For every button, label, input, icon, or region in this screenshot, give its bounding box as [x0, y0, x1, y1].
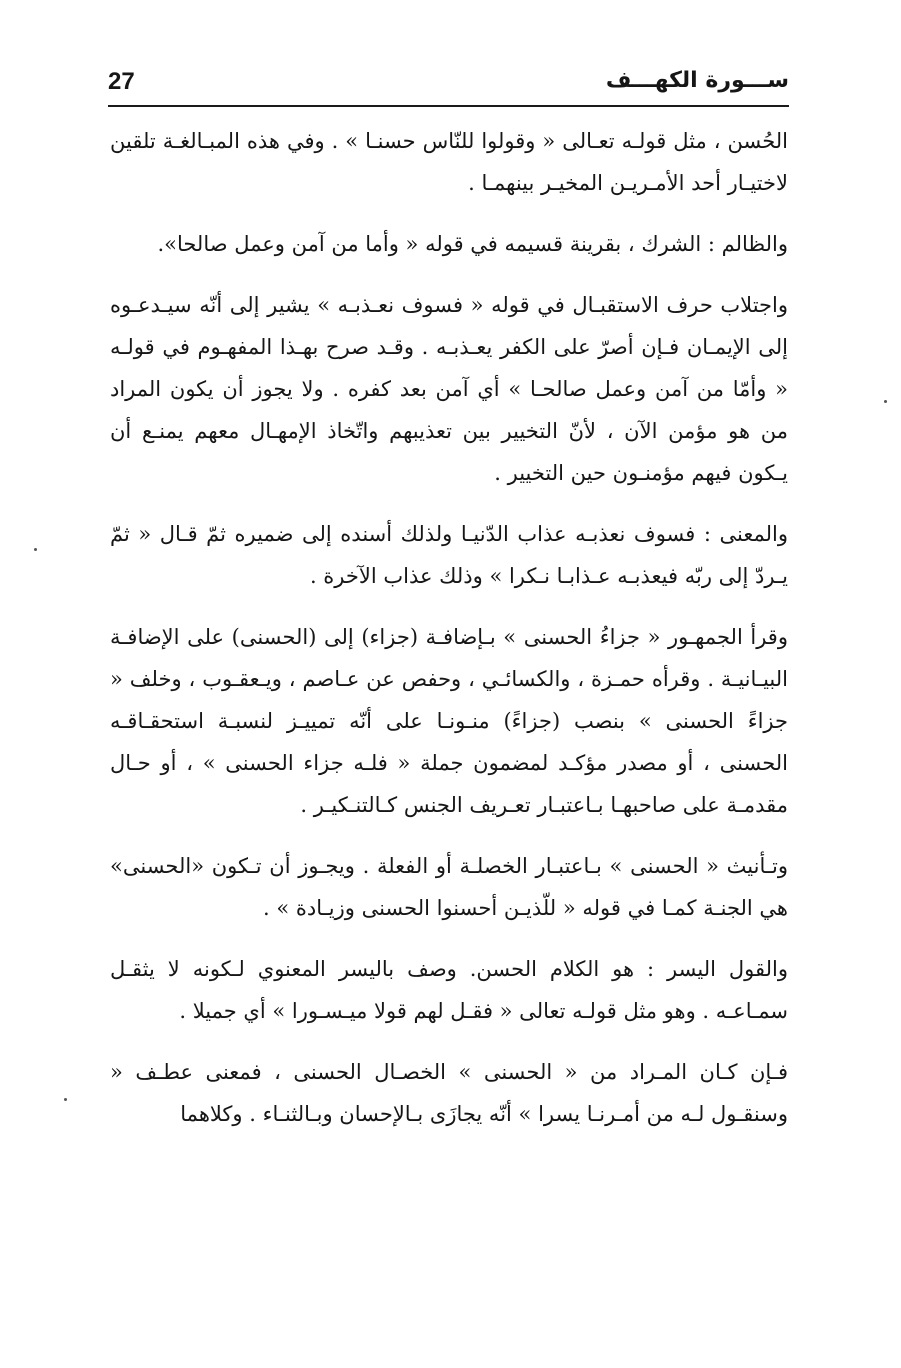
scan-speck: [34, 548, 37, 551]
body-text: [110, 120, 788, 1154]
paragraph-6: وتـأنيث « الحسنى » بـاعتبـار الخصلـة أو الفعلة . ويجـوز أن تـكون «الحسنى» هي الجنـة كمـا في قوله « للّذيـن أحسنوا الحسنى وزيـادة » .: [110, 854, 788, 920]
paragraph-3: واجتلاب حرف الاستقبـال في قوله « فسوف نعـذبـه » يشير إلى أنّه سيـدعـوه إلى الإيمـان فـإن أصرّ على الكفر يعـذبـه . وقـد صرح بهـذا المفهـوم في قولـه « وأمّا من آمن وعمل صالحـا » أي آمن بعد كفره . ولا يجوز أن يكون المراد من هو مؤمن الآن ، لأنّ التخيير بين تعذيبهم واتّخاذ الإمهـال معهم يمنـع أن يـكون فيهم مؤمنـون حين التخيير .: [110, 293, 788, 485]
paragraph-2: والظالم : الشرك ، بقرينة قسيمه في قوله « وأما من آمن وعمل صالحا».: [157, 232, 788, 256]
scan-speck: [64, 1098, 67, 1101]
paragraph-4: والمعنى : فسوف نعذبـه عذاب الدّنيـا ولذلك أسنده إلى ضميره ثمّ قـال « ثمّ يـردّ إلى ربّه فيعذبـه عـذابـا نـكرا » وذلك عذاب الآخرة .: [110, 522, 788, 588]
scan-speck: [884, 400, 887, 403]
paragraph-5: وقرأ الجمهـور « جزاءُ الحسنى » بـإضافـة (جزاء) إلى (الحسنى) على الإضافـة البيـانيـة . وقرأه حمـزة ، والكسائـي ، وحفص عن عـاصم ، ويـعقـوب ، وخلف « جزاءً الحسنى » بنصب (جزاءً) منـونـا على أنّه تمييـز لنسبـة استحقـاقـه الحسنى ، أو مصدر مؤكـد لمضمون جملة « فلـه جزاء الحسنى » ، أو حـال مقدمـة على صاحبهـا بـاعتبـار تعـريف الجنس كـالتنـكيـر .: [110, 625, 788, 817]
header-rule: [108, 105, 789, 107]
page-number: 27: [108, 68, 135, 95]
paragraph-8: فـإن كـان المـراد من « الحسنى » الخصـال الحسنى ، فمعنى عطـف « وسنقـول لـه من أمـرنـا يسرا » أنّه يجازَى بـالإحسان وبـالثنـاء . وكلاهما: [110, 1060, 788, 1126]
running-title: ســـورة الكهـــف: [605, 68, 789, 93]
paragraph-7: والقول اليسر : هو الكلام الحسن. وصف باليسر المعنوي لـكونه لا يثقـل سمـاعـه . وهو مثل قولـه تعالى « فقـل لهم قولا ميـسـورا » أي جميلا .: [110, 957, 788, 1023]
paragraph-1: الحُسن ، مثل قولـه تعـالى « وقولوا للنّاس حسنـا » . وفي هذه المبـالغـة تلقين لاختيـار أحد الأمـريـن المخيـر بينهمـا .: [110, 129, 788, 195]
page-header: [108, 64, 789, 102]
